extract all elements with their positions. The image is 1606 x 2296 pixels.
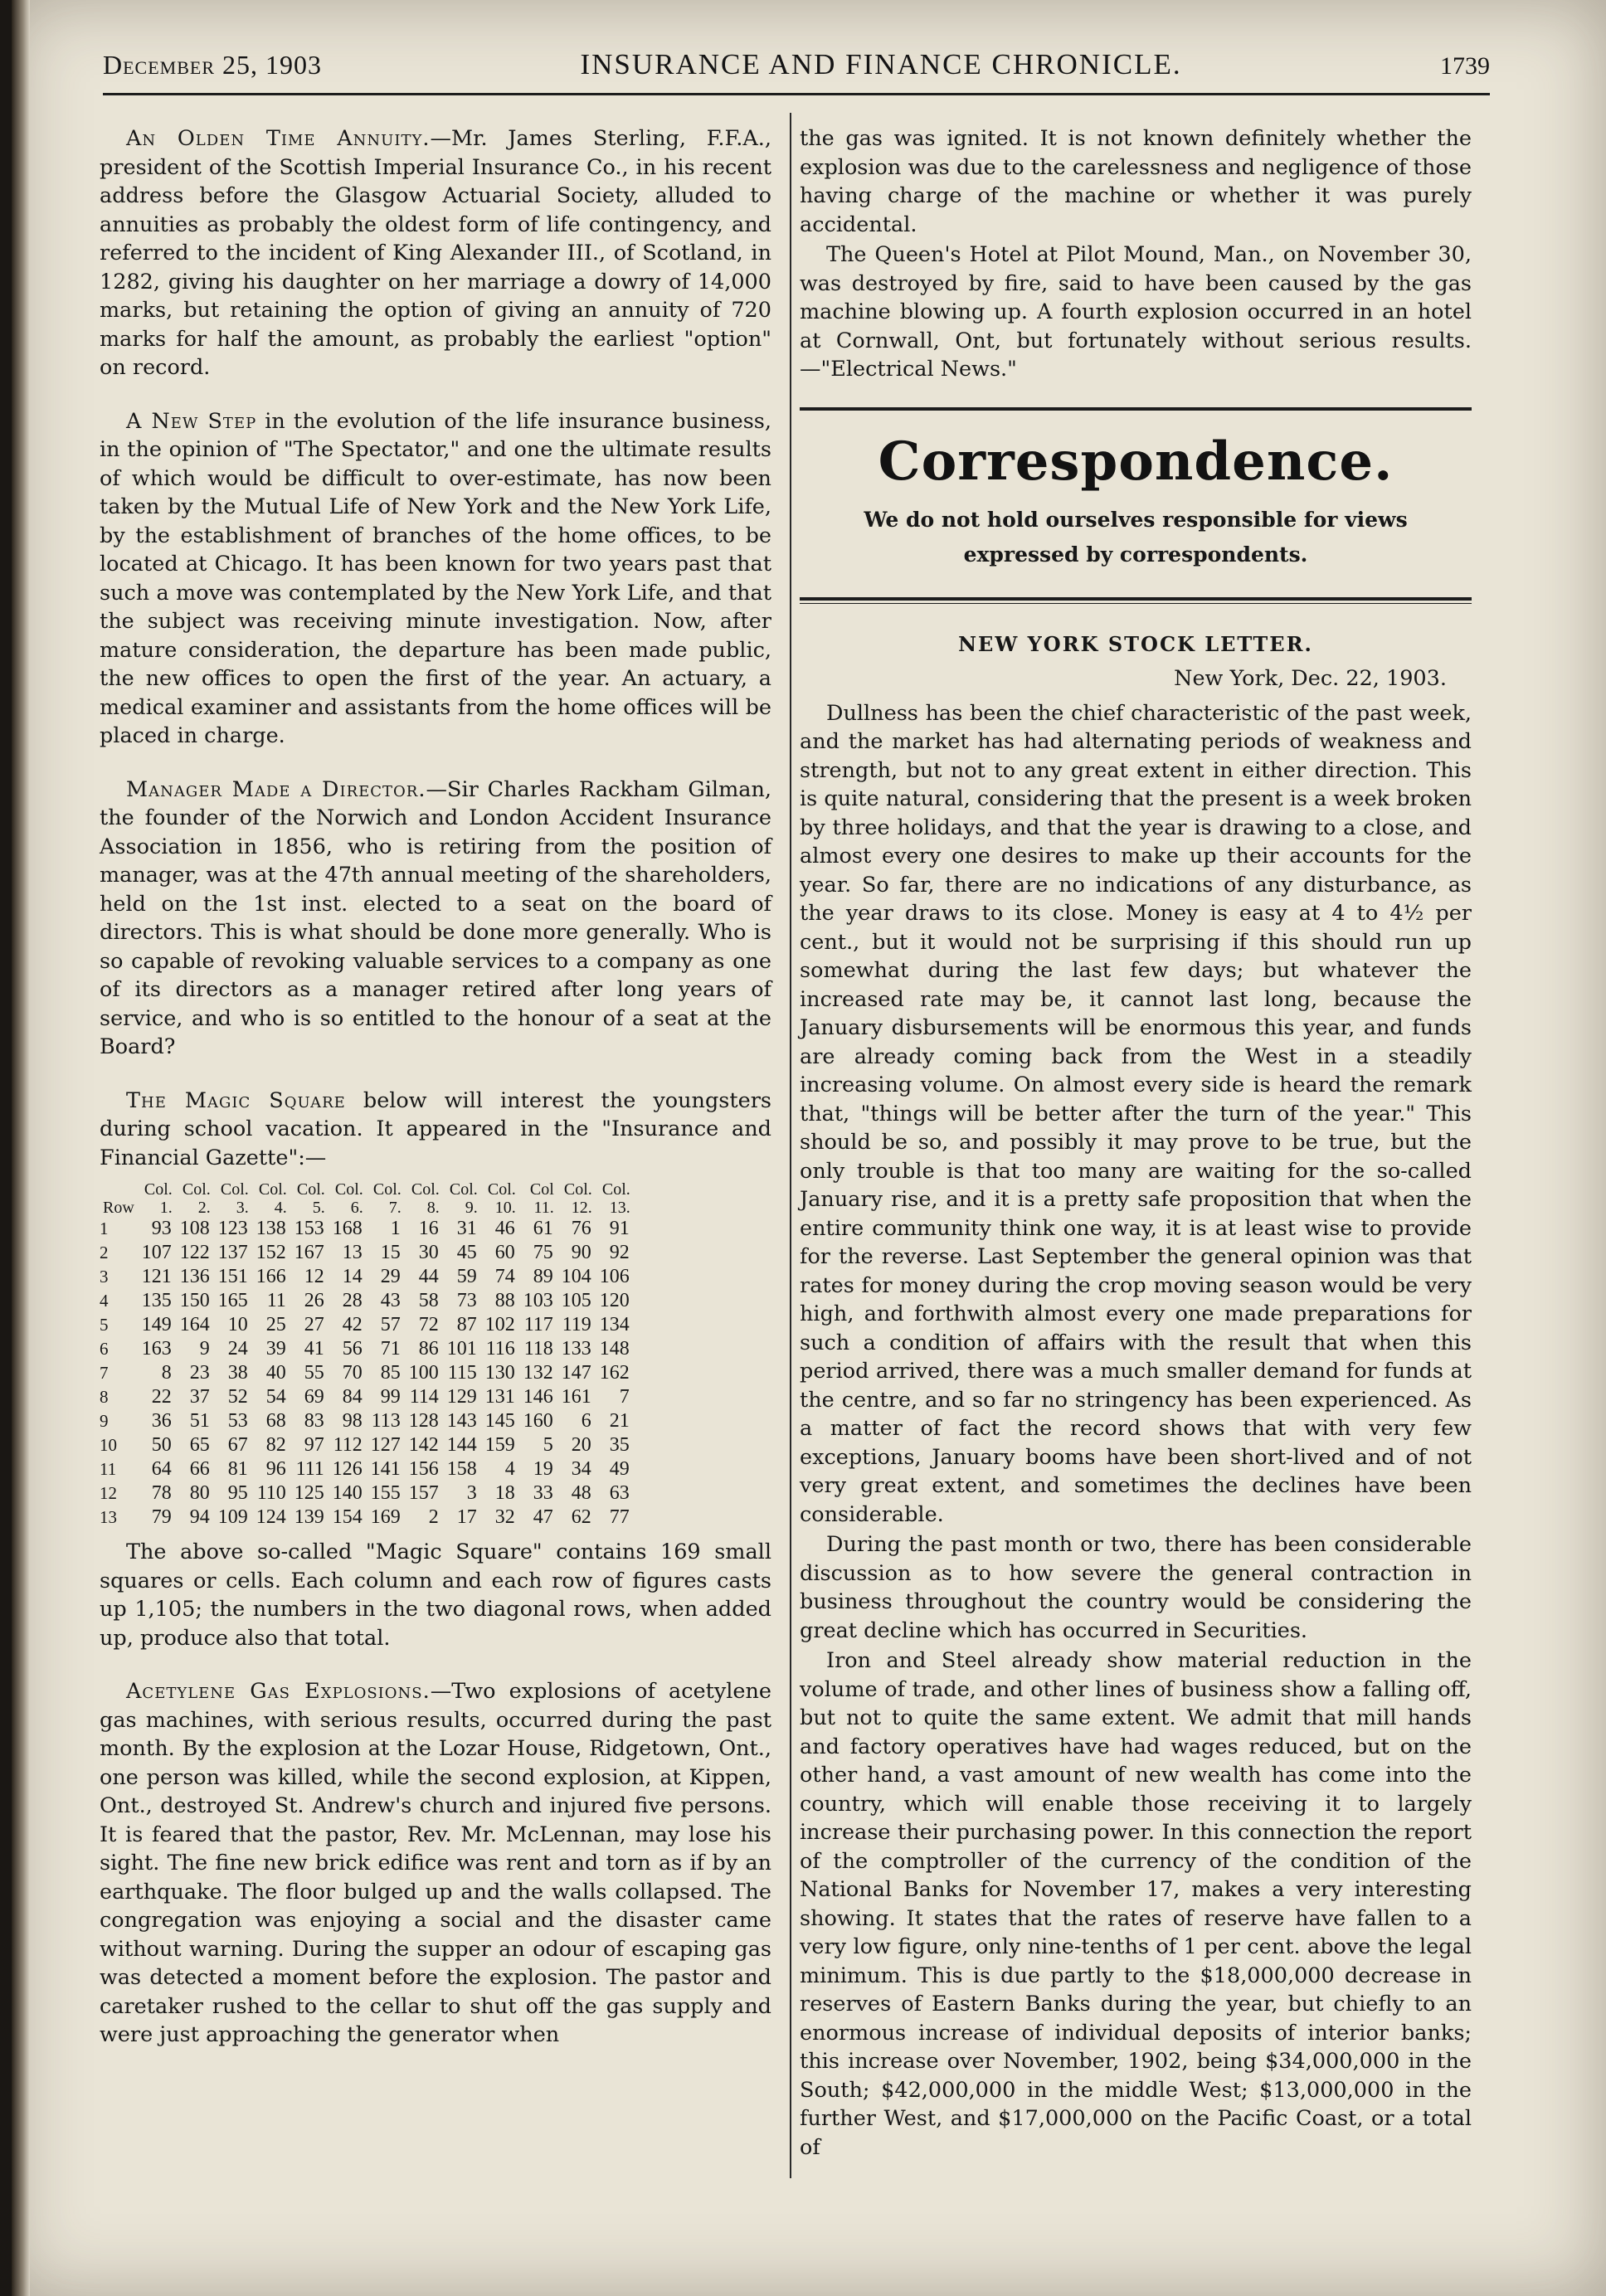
magic-square-cell: 106 — [599, 1266, 630, 1287]
magic-square-cell: 36 — [151, 1410, 172, 1432]
magic-square-cell: 78 — [151, 1482, 172, 1504]
magic-square-cell: 72 — [418, 1314, 439, 1335]
magic-square-cell: 61 — [533, 1218, 553, 1239]
magic-square-cell: 15 — [380, 1242, 401, 1263]
new-step-article — [100, 407, 771, 751]
magic-square-cell: 68 — [265, 1410, 286, 1432]
acetylene-continuation: the gas was ignited. It is not known definitely whether the explosion was due to the carelessness and negligence of those having charge of the machine or whether it was purely accidental. — [800, 126, 1472, 237]
magic-square-cell: 118 — [523, 1338, 553, 1360]
magic-square-cell: 81 — [227, 1458, 248, 1480]
magic-square-cell: 12 — [304, 1266, 324, 1287]
magic-square-cell: 14 — [342, 1266, 363, 1287]
magic-square-cell: 63 — [609, 1482, 630, 1504]
magic-square-cell: 80 — [189, 1482, 210, 1504]
queens-hotel-paragraph: The Queen's Hotel at Pilot Mound, Man., on November 30, was destroyed by fire, said to have been caused by the gas machine blowing up. A fourth explosion occurred in an hotel at Cornwall, Ont, but fortunately without serious results.—"Electrical News." — [800, 242, 1472, 382]
magic-square-cell: 144 — [446, 1434, 477, 1456]
magic-square-cell: 85 — [380, 1362, 401, 1384]
magic-square-header-row — [100, 1180, 634, 1217]
magic-square-row — [100, 1433, 634, 1457]
magic-square-cell: 84 — [342, 1386, 363, 1408]
magic-square-cell: 70 — [342, 1362, 363, 1384]
section-rule-bottom — [800, 597, 1472, 604]
magic-square-cell: 104 — [561, 1266, 591, 1287]
magic-square-cell: 50 — [151, 1434, 172, 1456]
stock-letter-paragraph: During the past month or two, there has been considerable discussion as to how severe the general contraction in business throughout the country would be considering the great decline which has occurred in Securities. — [800, 1532, 1472, 1643]
magic-square-cell: 109 — [217, 1506, 248, 1528]
magic-square-row — [100, 1361, 634, 1385]
manager-lead: Manager Made a Director. — [126, 776, 426, 802]
magic-square-cell: 87 — [456, 1314, 477, 1335]
magic-square-explanation: The above so-called "Magic Square" contains 169 small squares or cells. Each column and each row of figures casts up 1,105; the numbers in the two diagonal rows, when added up, produce also that total. — [100, 1540, 771, 1651]
magic-square-cell: 156 — [408, 1458, 439, 1480]
magic-square-body — [100, 1217, 634, 1530]
magic-square-cell: 124 — [256, 1506, 286, 1528]
acetylene-lead: Acetylene Gas Explosions. — [126, 1679, 431, 1704]
magic-square-cell: 142 — [408, 1434, 439, 1456]
magic-square-cell: 88 — [494, 1290, 515, 1311]
annuity-article — [100, 124, 771, 382]
magic-square-cell: 3 — [466, 1482, 477, 1504]
magic-square-cell: 141 — [370, 1458, 401, 1480]
magic-square-cell: 43 — [380, 1290, 401, 1311]
magic-square-cell: 22 — [151, 1386, 172, 1408]
column-header: Col. 1. — [144, 1180, 173, 1217]
row-number: 1 — [100, 1219, 109, 1238]
magic-square-cell: 45 — [456, 1242, 477, 1263]
column-header: Col. 9. — [449, 1180, 478, 1217]
magic-square-cell: 160 — [523, 1410, 553, 1432]
stock-letter-paragraph: Iron and Steel already show material reduction in the volume of trade, and other lines of business show a falling off, but not to quite the same extent. We admit that mill hands and factory operatives have had wages reduced, but on the other hand, a vast amount of new wealth has come into the country, which will enable those receiving it to largely increase their purchasing power. In this connection the report of the comptroller of the currency of the condition of the National Banks for November 17, makes a very interesting showing. It states that the rates of reserve have fallen to a very low figure, only nine-tenths of 1 per cent. above the legal minimum. This is due partly to the $18,000,000 decrease in reserves of Eastern Banks during the year, but chiefly to an enormous increase of individual deposits of interior banks; this increase over November, 1902, being $34,000,000 in the South; $42,000,000 in the middle West; $13,000,000 in the further West, and $17,000,000 on the Pacific Coast, or a total of — [800, 1648, 1472, 2160]
magic-square-cell: 79 — [151, 1506, 172, 1528]
magic-square-cell: 162 — [599, 1362, 630, 1384]
magic-square-cell: 46 — [494, 1218, 515, 1239]
magic-square-row — [100, 1506, 634, 1530]
magic-square-cell: 77 — [609, 1506, 630, 1528]
column-header: Col. 13. — [601, 1180, 630, 1217]
magic-square-cell: 132 — [523, 1362, 553, 1384]
column-divider — [790, 113, 791, 2178]
row-number: 4 — [100, 1291, 109, 1311]
magic-square-cell: 101 — [446, 1338, 477, 1360]
magic-square-cell: 19 — [533, 1458, 553, 1480]
magic-square-cell: 76 — [571, 1218, 591, 1239]
page-spine-shadow — [12, 0, 30, 2296]
magic-square-cell: 60 — [494, 1242, 515, 1263]
magic-square-cell: 119 — [562, 1314, 591, 1335]
magic-square-row — [100, 1457, 634, 1481]
row-number: 9 — [100, 1411, 109, 1431]
column-header: Col. 2. — [182, 1180, 211, 1217]
magic-square-cell: 154 — [332, 1506, 363, 1528]
magic-square-cell: 95 — [227, 1482, 248, 1504]
magic-square-cell: 53 — [227, 1410, 248, 1432]
magic-square-cell: 93 — [151, 1218, 172, 1239]
row-number: 7 — [100, 1363, 109, 1383]
magic-square-cell: 89 — [533, 1266, 553, 1287]
magic-square-cell: 159 — [484, 1434, 515, 1456]
magic-square-row — [100, 1289, 634, 1313]
magic-square-cell: 103 — [523, 1290, 553, 1311]
magic-square-cell: 169 — [370, 1506, 401, 1528]
magic-square-cell: 40 — [265, 1362, 286, 1384]
magic-square-cell: 146 — [523, 1386, 553, 1408]
row-number: 2 — [100, 1243, 109, 1262]
column-header: Col. 4. — [258, 1180, 287, 1217]
magic-square-cell: 148 — [599, 1338, 630, 1360]
magic-square-cell: 157 — [408, 1482, 439, 1504]
magic-square-cell: 75 — [533, 1242, 553, 1263]
magic-square-cell: 24 — [227, 1338, 248, 1360]
magic-square-cell: 102 — [484, 1314, 515, 1335]
magic-square-cell: 52 — [227, 1386, 248, 1408]
magic-square-cell: 158 — [446, 1458, 477, 1480]
magic-square-cell: 28 — [342, 1290, 363, 1311]
annuity-text: —Mr. James Sterling, F.F.A., president of the Scottish Imperial Insurance Co., in his recent address before the Glasgow Actuarial Society, alluded to annuities as probably the oldest form of life contingency, and referred to the incident of King Alexander III., of Scotland, in 1282, giving his daughter on her marriage a dowry of 14,000 marks, but retaining the option of giving an annuity of 720 marks for half the amount, as probably the earliest "option" on record. — [100, 126, 771, 380]
magic-square-cell: 151 — [217, 1266, 248, 1287]
row-number: 10 — [100, 1435, 117, 1455]
magic-square-cell: 116 — [485, 1338, 515, 1360]
magic-square-cell: 98 — [342, 1410, 363, 1432]
column-header: Col. 5. — [296, 1180, 325, 1217]
row-number: 3 — [100, 1267, 109, 1287]
magic-square-cell: 161 — [561, 1386, 591, 1408]
magic-square-cell: 121 — [141, 1266, 172, 1287]
magic-square-cell: 16 — [418, 1218, 439, 1239]
magic-square-cell: 2 — [428, 1506, 439, 1528]
magic-square-cell: 71 — [380, 1338, 401, 1360]
magic-square-cell: 136 — [179, 1266, 210, 1287]
correspondence-disclaimer: We do not hold ourselves responsible for views expressed by correspondents. — [864, 507, 1408, 567]
page-number: 1739 — [1440, 52, 1490, 80]
magic-square-cell: 86 — [418, 1338, 439, 1360]
magic-square-cell: 153 — [294, 1218, 324, 1239]
magic-square-cell: 128 — [408, 1410, 439, 1432]
magic-square-cell: 74 — [494, 1266, 515, 1287]
magic-square-cell: 69 — [304, 1386, 324, 1408]
magic-square-row — [100, 1217, 634, 1241]
issue-date: December 25, 1903 — [103, 50, 323, 80]
magic-square-cell: 130 — [484, 1362, 515, 1384]
row-number: 6 — [100, 1339, 109, 1359]
magic-square-cell: 47 — [533, 1506, 553, 1528]
magic-square-cell: 97 — [304, 1434, 324, 1456]
magic-square-cell: 55 — [304, 1362, 324, 1384]
magic-square-cell: 10 — [227, 1314, 248, 1335]
magic-square-row — [100, 1481, 634, 1506]
magic-square-cell: 59 — [456, 1266, 477, 1287]
magic-square-cell: 152 — [256, 1242, 286, 1263]
acetylene-text: —Two explosions of acetylene gas machines, with serious results, occurred during the past month. By the explosion at the Lozar House, Ridgetown, Ont., one person was killed, while the second explosion, at Kippen, Ont., destroyed St. Andrew's church and injured five persons. It is feared that the pastor, Rev. Mr. McLennan, may lose his sight. The fine new brick edifice was rent and torn as if by an earthquake. The floor bulged up and the walls collapsed. The congregation was enjoying a social and the disaster came without warning. During the supper an odour of escaping gas was detected a moment before the explosion. The pastor and caretaker rushed to the cellar to shut off the gas supply and were just approaching the generator when — [100, 1679, 771, 2047]
magic-square-cell: 83 — [304, 1410, 324, 1432]
column-header: Col 11. — [529, 1180, 554, 1217]
magic-square-cell: 96 — [265, 1458, 286, 1480]
magic-square-cell: 155 — [370, 1482, 401, 1504]
magic-square-cell: 56 — [342, 1338, 363, 1360]
manager-article — [100, 776, 771, 1062]
magic-square-table — [100, 1180, 634, 1530]
magic-square-cell: 34 — [571, 1458, 591, 1480]
new-step-text: in the evolution of the life insurance business, in the opinion of "The Spectator," and one the ultimate results of which would be difficult to over-estimate, has now been taken by the Mutual Life of New York and the New York Life, by the establishment of branches of the home offices, to be located at Chicago. It has been known for two years past that such a move was contemplated by the New York Life, and that the subject was receiving minute investigation. Now, after mature consideration, the departure has been made public, the new offices to open the first of the year. An actuary, a medical examiner and assistants from the home offices will be placed in charge. — [100, 408, 771, 748]
magic-square-cell: 140 — [332, 1482, 363, 1504]
magic-square-cell: 6 — [581, 1410, 591, 1432]
magic-square-cell: 163 — [141, 1338, 172, 1360]
magic-square-cell: 23 — [189, 1362, 210, 1384]
journal-title: INSURANCE AND FINANCE CHRONICLE. — [580, 48, 1182, 80]
stock-letter-dateline: New York, Dec. 22, 1903. — [1174, 665, 1447, 691]
row-header-label: Row — [103, 1199, 134, 1217]
magic-square-cell: 137 — [217, 1242, 248, 1263]
magic-square-row — [100, 1313, 634, 1337]
magic-square-row — [100, 1409, 634, 1433]
magic-square-cell: 143 — [446, 1410, 477, 1432]
magic-square-cell: 42 — [342, 1314, 363, 1335]
magic-square-row — [100, 1337, 634, 1361]
magic-square-cell: 13 — [342, 1242, 363, 1263]
magic-square-cell: 31 — [456, 1218, 477, 1239]
magic-square-cell: 65 — [189, 1434, 210, 1456]
magic-square-cell: 25 — [265, 1314, 286, 1335]
magic-square-row — [100, 1385, 634, 1409]
magic-square-cell: 48 — [571, 1482, 591, 1504]
row-number: 5 — [100, 1315, 109, 1335]
magic-square-cell: 35 — [609, 1434, 630, 1456]
column-header: Col. 3. — [220, 1180, 249, 1217]
running-head — [103, 48, 1490, 90]
magic-square-cell: 26 — [304, 1290, 324, 1311]
row-number: 12 — [100, 1483, 117, 1503]
magic-square-cell: 166 — [256, 1266, 286, 1287]
magic-square-cell: 100 — [408, 1362, 439, 1384]
magic-square-cell: 167 — [294, 1242, 324, 1263]
magic-square-cell: 111 — [295, 1458, 324, 1480]
magic-square-cell: 8 — [161, 1362, 172, 1384]
magic-square-intro-text: below will interest the youngsters during school vacation. It appeared in the "Insurance and Financial Gazette":— — [100, 1087, 771, 1170]
magic-square-cell: 51 — [189, 1410, 210, 1432]
magic-square-cell: 107 — [141, 1242, 172, 1263]
column-header: Col. 8. — [411, 1180, 440, 1217]
magic-square-cell: 38 — [227, 1362, 248, 1384]
magic-square-cell: 164 — [179, 1314, 210, 1335]
magic-square-cell: 57 — [380, 1314, 401, 1335]
row-number: 8 — [100, 1387, 109, 1407]
header-rule — [103, 93, 1490, 95]
magic-square-cell: 49 — [609, 1458, 630, 1480]
magic-square-cell: 149 — [141, 1314, 172, 1335]
magic-square-cell: 99 — [380, 1386, 401, 1408]
magic-square-cell: 127 — [370, 1434, 401, 1456]
magic-square-cell: 129 — [446, 1386, 477, 1408]
magic-square-cell: 168 — [332, 1218, 363, 1239]
magic-square-cell: 5 — [543, 1434, 553, 1456]
magic-square-cell: 122 — [179, 1242, 210, 1263]
magic-square-cell: 82 — [265, 1434, 286, 1456]
magic-square-cell: 32 — [494, 1506, 515, 1528]
magic-square-cell: 92 — [609, 1242, 630, 1263]
magic-square-cell: 64 — [151, 1458, 172, 1480]
magic-square-cell: 62 — [571, 1506, 591, 1528]
magic-square-cell: 139 — [294, 1506, 324, 1528]
acetylene-article — [100, 1677, 771, 2050]
magic-square-cell: 20 — [571, 1434, 591, 1456]
magic-square-cell: 90 — [571, 1242, 591, 1263]
magic-square-cell: 58 — [418, 1290, 439, 1311]
magic-square-intro — [100, 1087, 771, 1173]
magic-square-cell: 44 — [418, 1266, 439, 1287]
magic-square-cell: 30 — [418, 1242, 439, 1263]
column-header: Col. 12. — [563, 1180, 592, 1217]
manager-text: —Sir Charles Rackham Gilman, the founder of the Norwich and London Accident Insurance Association in 1856, who is retiring from the position of manager, was at the 47th annual meeting of the shareholders, held on the 1st inst. elected to a seat on the board of directors. This is what should be done more generally. Who is so capable of revoking valuable services to a company as one of its directors as a manager retired after long years of service, and who is so entitled to the honour of a seat at the Board? — [100, 776, 771, 1059]
magic-square-cell: 11 — [266, 1290, 286, 1311]
magic-square-row — [100, 1265, 634, 1289]
column-header: Col. 7. — [372, 1180, 402, 1217]
magic-square-cell: 120 — [599, 1290, 630, 1311]
magic-square-cell: 33 — [533, 1482, 553, 1504]
magic-square-cell: 147 — [561, 1362, 591, 1384]
magic-square-cell: 29 — [380, 1266, 401, 1287]
magic-square-cell: 67 — [227, 1434, 248, 1456]
magic-square-cell: 94 — [189, 1506, 210, 1528]
magic-square-cell: 115 — [447, 1362, 477, 1384]
row-number: 13 — [100, 1507, 117, 1527]
magic-square-cell: 117 — [523, 1314, 553, 1335]
magic-square-lead: The Magic Square — [126, 1087, 346, 1113]
column-header: Col. 10. — [487, 1180, 516, 1217]
annuity-lead: An Olden Time Annuity. — [126, 126, 431, 151]
magic-square-cell: 18 — [494, 1482, 515, 1504]
magic-square-cell: 37 — [189, 1386, 210, 1408]
magic-square-row — [100, 1241, 634, 1265]
magic-square-cell: 21 — [609, 1410, 630, 1432]
newspaper-page — [12, 0, 1606, 2296]
left-column — [100, 124, 771, 2075]
section-rule-top — [800, 407, 1472, 411]
magic-square-cell: 112 — [333, 1434, 363, 1456]
magic-square-cell: 135 — [141, 1290, 172, 1311]
row-number: 11 — [100, 1459, 117, 1479]
magic-square-cell: 108 — [179, 1218, 210, 1239]
magic-square-cell: 133 — [561, 1338, 591, 1360]
magic-square-cell: 7 — [619, 1386, 630, 1408]
magic-square-cell: 145 — [484, 1410, 515, 1432]
magic-square-cell: 41 — [304, 1338, 324, 1360]
right-column — [800, 124, 1472, 2163]
magic-square-cell: 138 — [256, 1218, 286, 1239]
magic-square-cell: 113 — [371, 1410, 401, 1432]
new-step-lead: A New Step — [126, 408, 257, 434]
magic-square-cell: 110 — [256, 1482, 286, 1504]
magic-square-cell: 105 — [561, 1290, 591, 1311]
magic-square-cell: 17 — [456, 1506, 477, 1528]
magic-square-cell: 73 — [456, 1290, 477, 1311]
magic-square-cell: 131 — [484, 1386, 515, 1408]
magic-square-cell: 66 — [189, 1458, 210, 1480]
column-header: Col. 6. — [334, 1180, 363, 1217]
stock-letter-paragraph: Dullness has been the chief characteristic of the past week, and the market has had alternating periods of weakness and strength, but not to any great extent in either direction. This is quite natural, considering that the present is a week broken by three holidays, and that the year is drawing to a close, and almost every one desires to make up their accounts for the year. So far, there are no indications of any disturbance, as the year draws to its close. Money is easy at 4 to 4½ per cent., but it would not be surprising if this should run up somewhat during the last few days; but whatever the increased rate may be, it cannot last long, because the January disbursements will be enormous this year, and funds are already coming back from the West in a steadily increasing volume. On almost every side is heard the remark that, "things will be better after the turn of the year." This should be so, and possibly it may prove to be true, but the only trouble is that too many are waiting for the so-called January rise, and it is a pretty safe proposition that when the entire community think one way, it is at least wise to provide for the reverse. Last September the general opinion was that rates for money during the crop moving season would be very high, and forthwith almost every one made preparations for such a condition of affairs with the result that when this period arrived, there was a much smaller demand for funds at the centre, and so far no stringency has been experienced. As a matter of fact the record shows that with very few exceptions, January booms have been short-lived and of not very great extent, and sometimes the declines have been considerable. — [800, 700, 1472, 1527]
magic-square-cell: 54 — [265, 1386, 286, 1408]
magic-square-cell: 4 — [504, 1458, 515, 1480]
correspondence-heading: Correspondence. — [878, 430, 1394, 493]
magic-square-cell: 27 — [304, 1314, 324, 1335]
magic-square-cell: 39 — [265, 1338, 286, 1360]
magic-square-cell: 125 — [294, 1482, 324, 1504]
magic-square-cell: 134 — [599, 1314, 630, 1335]
magic-square-cell: 126 — [332, 1458, 363, 1480]
magic-square-cell: 1 — [390, 1218, 401, 1239]
magic-square-cell: 114 — [409, 1386, 439, 1408]
magic-square-cell: 165 — [217, 1290, 248, 1311]
stock-letter-heading: NEW YORK STOCK LETTER. — [958, 631, 1313, 656]
magic-square-cell: 91 — [609, 1218, 630, 1239]
magic-square-cell: 150 — [179, 1290, 210, 1311]
magic-square-cell: 9 — [199, 1338, 210, 1360]
magic-square-cell: 123 — [217, 1218, 248, 1239]
